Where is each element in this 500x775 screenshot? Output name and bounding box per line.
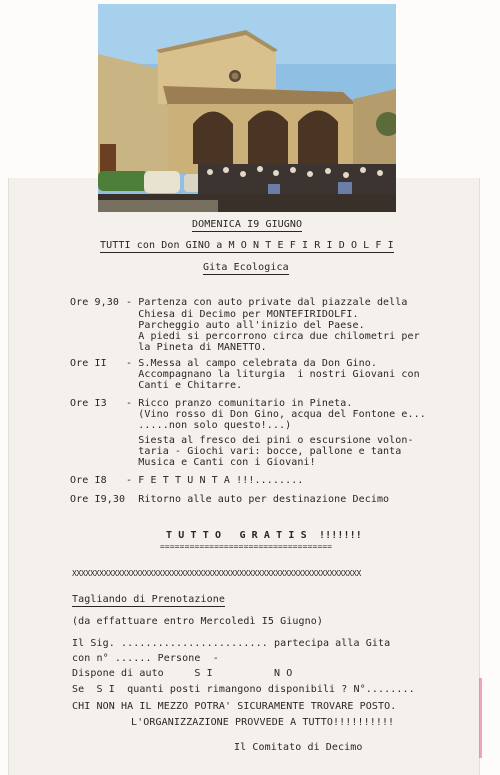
program-time: Ore 9,30 bbox=[70, 297, 119, 308]
program-line: - F E T T U N T A !!!........ bbox=[126, 475, 304, 486]
program-line: Accompagnano la liturgia i nostri Giovani con bbox=[126, 369, 420, 380]
free-notice: T U T T O G R A T I S !!!!!!! bbox=[166, 530, 362, 541]
event-title: TUTTI con Don GINO a M O N T E F I R I D O L F I bbox=[100, 240, 394, 251]
program-line: (Vino rosso di Don Gino, acqua del Fontone e... bbox=[126, 409, 426, 420]
event-subtitle: Gita Ecologica bbox=[203, 262, 289, 273]
program-time: Ore II bbox=[70, 358, 107, 369]
coupon-title: Tagliando di Prenotazione bbox=[72, 594, 226, 605]
coupon-persons-line: con n° ...... Persone - bbox=[72, 653, 219, 664]
program-line: la Pineta di MANETTO. bbox=[126, 342, 267, 353]
church-photo bbox=[98, 4, 396, 212]
program-time: Ore I3 bbox=[70, 398, 107, 409]
program-line: Canti e Chitarre. bbox=[126, 380, 243, 391]
cut-line: XXXXXXXXXXXXXXXXXXXXXXXXXXXXXXXXXXXXXXXXXXXXXXXXXXXXXXXXXXXXXXXX bbox=[72, 569, 362, 578]
program-line: .....non solo questo!...) bbox=[126, 420, 292, 431]
coupon-organization-line: L'ORGANIZZAZIONE PROVVEDE A TUTTO!!!!!!!!!! bbox=[131, 717, 395, 728]
event-date: DOMENICA I9 GIUGNO bbox=[192, 219, 303, 230]
coupon-notice-line: CHI NON HA IL MEZZO POTRA' SICURAMENTE TROVARE POSTO. bbox=[72, 701, 397, 712]
program-line: Siesta al fresco dei pini o escursione volon- bbox=[126, 435, 414, 446]
coupon-seats-line: Se S I quanti posti rimangono disponibili ? N°........ bbox=[72, 684, 415, 695]
signature: Il Comitato di Decimo bbox=[234, 742, 363, 753]
program-line: Ritorno alle auto per destinazione Decimo bbox=[126, 494, 390, 505]
program-line: Parcheggio auto all'inizio del Paese. bbox=[126, 320, 365, 331]
program-time: Ore I9,30 bbox=[70, 494, 126, 505]
program-line: - Partenza con auto private dal piazzale della bbox=[126, 297, 408, 308]
program-line: Musica e Canti con i Giovani! bbox=[126, 457, 316, 468]
program-line: - Ricco pranzo comunitario in Pineta. bbox=[126, 398, 353, 409]
coupon-deadline: (da effattuare entro Mercoledì I5 Giugno) bbox=[72, 616, 323, 627]
coupon-name-line: Il Sig. ........................ partecipa alla Gita bbox=[72, 638, 391, 649]
church-photo-image bbox=[98, 4, 396, 212]
program-time: Ore I8 bbox=[70, 475, 107, 486]
coupon-car-line: Dispone di auto S I N O bbox=[72, 668, 293, 679]
free-notice-underline: =================================== bbox=[160, 542, 333, 551]
program-line: - S.Messa al campo celebrata da Don Gino. bbox=[126, 358, 377, 369]
program-line: A piedi si percorrono circa due chilometri per bbox=[126, 331, 420, 342]
program-line: taria - Giochi vari: bocce, pallone e tanta bbox=[126, 446, 402, 457]
program-line: Chiesa di Decimo per MONTEFIRIDOLFI. bbox=[126, 309, 359, 320]
